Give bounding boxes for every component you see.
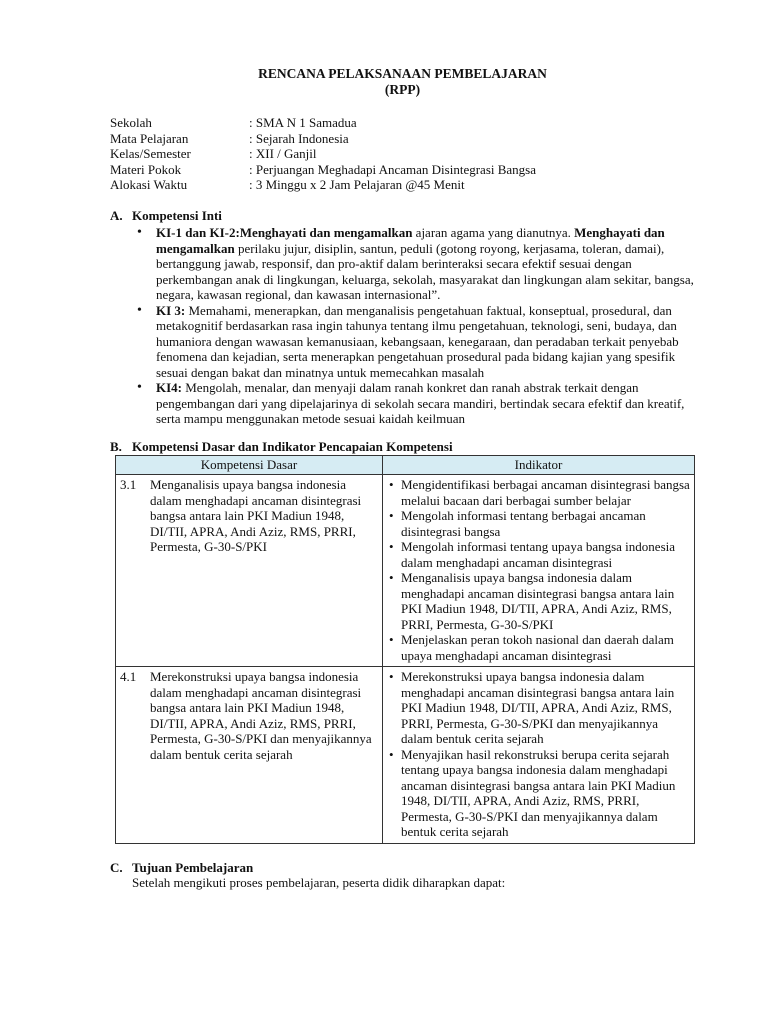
ki-bold: KI4: — [156, 380, 182, 395]
identity-row — [110, 131, 695, 147]
list-item: • Menjelaskan peran tokoh nasional dan daerah dalam upaya menghadapi ancaman disintegrasi — [387, 632, 690, 663]
table-cell — [383, 475, 695, 667]
identity-row — [110, 146, 695, 162]
ki-bold: KI 3: — [156, 302, 186, 318]
section-title: Kompetensi Inti — [132, 207, 222, 223]
table-cell — [116, 667, 383, 844]
table-header-row — [116, 456, 695, 475]
document-subtitle: (RPP) — [384, 82, 421, 97]
ki-text: ajaran agama yang dianutnya. — [412, 225, 575, 240]
section-a-heading — [110, 208, 695, 224]
document-header — [110, 66, 695, 98]
section-letter: C. — [110, 859, 123, 875]
section-c-heading — [110, 860, 695, 876]
section-letter: A. — [110, 207, 123, 223]
ki-text: Memahami, menerapkan, dan menganalisis pengetahuan faktual, konseptual, prosedural, dan metakognitif berdasarkan rasa ingin tahunya tentang ilmu pengetahuan, teknologi, seni, budaya, dan humaniora dengan wawasan kemanusiaan, kebangsaan, kenegaraan, dan peradaban terkait penyebab fenomena dan kejadian, serta menerapkan pengetahuan prosedural pada bidang kajian yang spesifik sesuai dengan bakat dan minatnya untuk memecahkan masalah — [156, 302, 679, 380]
identity-label: Sekolah — [110, 115, 152, 130]
identity-row — [110, 115, 695, 131]
list-item: • Menganalisis upaya bangsa indonesia dalam menghadapi ancaman disintegrasi bangsa antara lain PKI Madiun 1948, DI/TII, APRA, Andi Aziz, RMS, PRRI, Permesta, G-30-S/PKI — [387, 570, 690, 632]
list-item — [132, 303, 695, 381]
list-item — [132, 380, 695, 427]
list-item — [132, 225, 695, 303]
identity-value: : Sejarah Indonesia — [249, 130, 349, 146]
list-item: • Mengidentifikasi berbagai ancaman disintegrasi bangsa melalui bacaan dari berbagai sumber belajar — [387, 477, 690, 508]
indicator-list — [387, 669, 690, 840]
identity-block — [110, 115, 695, 193]
table-header-cell: Kompetensi Dasar — [116, 456, 383, 475]
identity-label: Kelas/Semester — [110, 146, 191, 161]
identity-value: : 3 Minggu x 2 Jam Pelajaran @45 Menit — [249, 177, 465, 192]
list-item: • Mengolah informasi tentang upaya bangsa indonesia dalam menghadapi ancaman disintegrasi — [387, 539, 690, 570]
identity-value: : Perjuangan Meghadapi Ancaman Disintegrasi Bangsa — [249, 161, 537, 177]
list-item: • Mengolah informasi tentang berbagai ancaman disintegrasi bangsa — [387, 508, 690, 539]
identity-label: Alokasi Waktu — [110, 177, 188, 192]
identity-label: Mata Pelajaran — [110, 130, 189, 146]
kompetensi-table — [115, 455, 695, 844]
identity-row — [110, 162, 695, 178]
ki-bold: KI-1 dan KI-2:Menghayati dan mengamalkan — [156, 225, 413, 240]
kd-item — [120, 477, 378, 555]
identity-label: Materi Pokok — [110, 161, 182, 177]
section-b-heading — [110, 439, 695, 455]
kd-number: 3.1 — [120, 477, 137, 492]
ki-text: perilaku jujur, disiplin, santun, peduli (gotong royong, kerjasama, toleran, damai), bertanggung jawab, responsif, dan pro-aktif dalam berinteraksi secara efektif sesuai dengan perkembangan anak di lingkungan, keluarga, sekolah, masyarakat dan lingkungan alam sekitar, bangsa, negara, kawasan regional, dan kawasan internasional”. — [156, 240, 694, 302]
list-item: • Merekonstruksi upaya bangsa indonesia dalam menghadapi ancaman disintegrasi bangsa antara lain PKI Madiun 1948, DI/TII, APRA, Andi Aziz, RMS, PRRI, Permesta, G-30-S/PKI dan menyajikannya dalam bentuk cerita sejarah — [387, 669, 690, 747]
section-c-intro: Setelah mengikuti proses pembelajaran, peserta didik diharapkan dapat: — [132, 875, 506, 890]
kd-number: 4.1 — [120, 669, 137, 684]
list-item: • Menyajikan hasil rekonstruksi berupa cerita sejarah tentang upaya bangsa indonesia dalam menghadapi ancaman disintegrasi bangsa antara lain PKI Madiun 1948, DI/TII, APRA, Andi Aziz, RMS, PRRI, Permesta, G-30-S/PKI dan menyajikannya dalam bentuk cerita sejarah — [387, 747, 690, 840]
section-title: Kompetensi Dasar dan Indikator Pencapaian Kompetensi — [132, 438, 453, 454]
document-title: RENCANA PELAKSANAAN PEMBELAJARAN — [258, 66, 547, 81]
kd-text: Menganalisis upaya bangsa indonesia dalam menghadapi ancaman disintegrasi bangsa antara lain PKI Madiun 1948, DI/TII, APRA, Andi Aziz, RMS, PRRI, Permesta, G-30-S/PKI — [150, 477, 362, 554]
table-cell — [116, 475, 383, 667]
table-header-cell: Indikator — [383, 456, 695, 475]
kompetensi-inti-list — [110, 225, 695, 427]
table-row — [116, 475, 695, 667]
identity-value: : SMA N 1 Samadua — [249, 115, 357, 130]
kd-item — [120, 669, 378, 762]
section-letter: B. — [110, 438, 122, 454]
table-row — [116, 667, 695, 844]
kd-text: Merekonstruksi upaya bangsa indonesia dalam menghadapi ancaman disintegrasi bangsa antara lain PKI Madiun 1948, DI/TII, APRA, Andi Aziz, RMS, PRRI, Permesta, G-30-S/PKI dan menyajikannya dalam bentuk cerita sejarah — [150, 669, 372, 762]
section-title: Tujuan Pembelajaran — [132, 859, 254, 875]
identity-row — [110, 177, 695, 193]
ki-text: Mengolah, menalar, dan menyaji dalam ranah konkret dan ranah abstrak terkait dengan pengembangan dari yang dipelajarinya di sekolah secara mandiri, bertindak secara efektif dan kreatif, serta mampu menggunakan metode sesuai kaidah keilmuan — [156, 380, 685, 426]
table-cell — [383, 667, 695, 844]
indicator-list — [387, 477, 690, 663]
ki-bold: Menghayati dan mengamalkan — [156, 225, 665, 256]
document-page — [110, 66, 695, 891]
identity-value: : XII / Ganjil — [249, 146, 317, 161]
